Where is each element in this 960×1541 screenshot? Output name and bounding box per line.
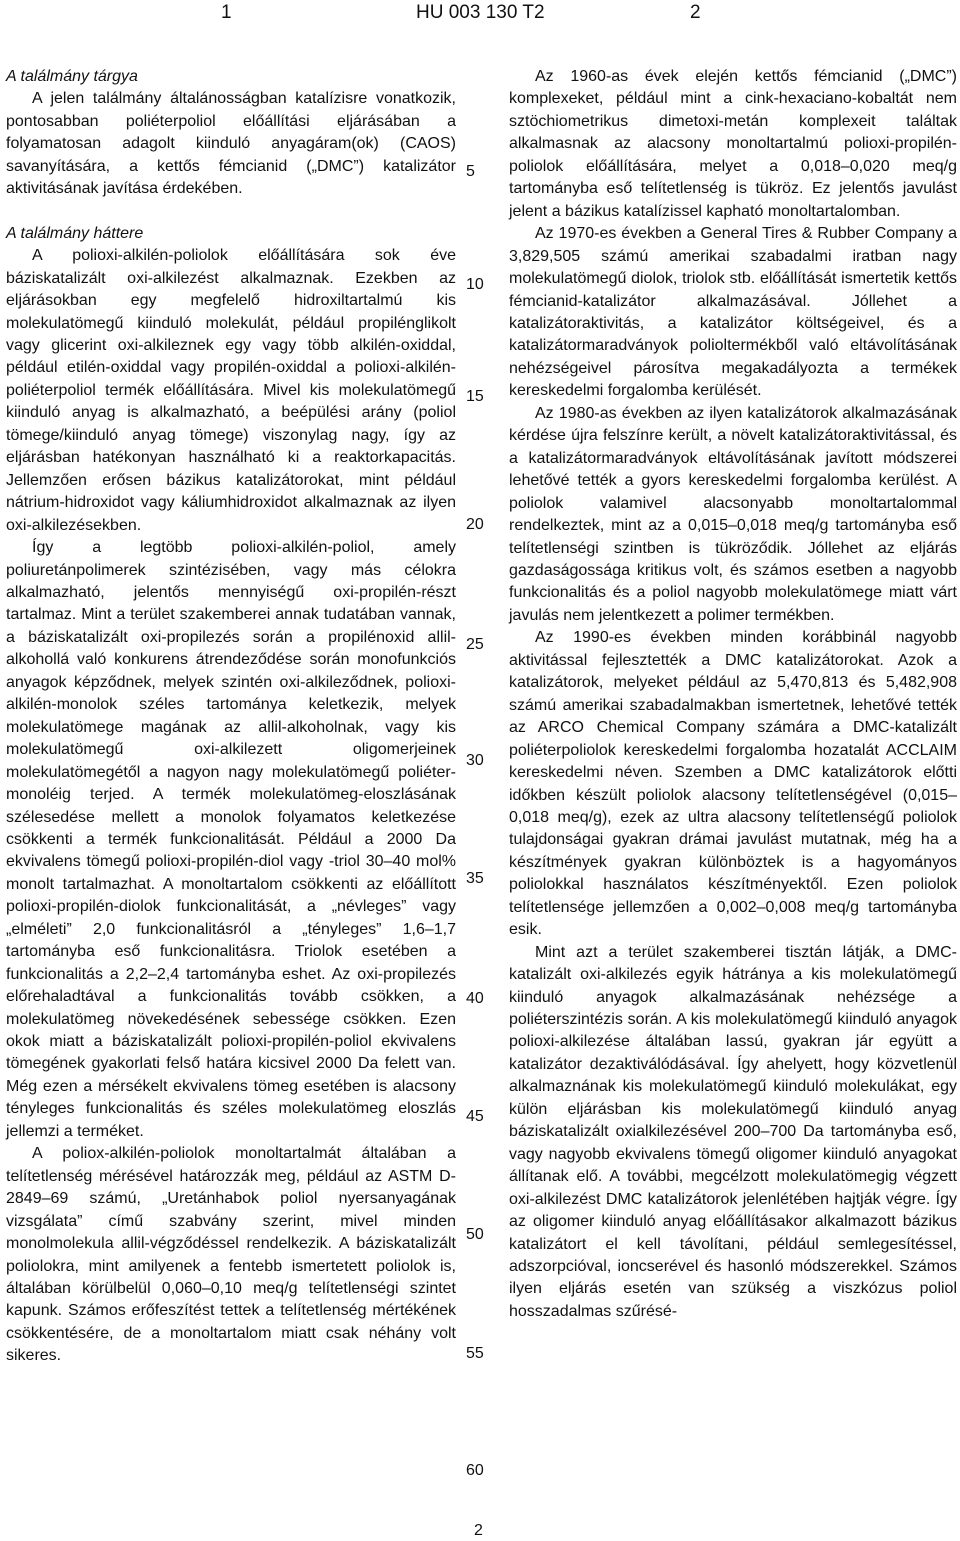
paragraph: A jelen találmány általánosságban katalízisre vonatkozik, pontosabban poliéterpoliol előállítási eljárásában a folyamatosan adagolt kiinduló anyagáram(ok) (CAOS) savanyítására, a kettős fémcianid („DMC”) katalizátor aktivitásának javítása érdekében.	[6, 90, 456, 198]
line-number: 50	[466, 1226, 484, 1243]
paragraph: A polioxi-alkilén-poliolok előállítására sok éve báziskatalizált oxi-alkilezést alkalmaznak. Ezekben az eljárásokban egy megfelelő hidroxiltartalmú kis molekulatömegű kiinduló molekulát, például propilénglikolt vagy glicerint oxi-alkileznek egy vagy több alkilén-oxiddal, például etilén-oxiddal vagy propilén-oxiddal a polioxi-alkilén-poliéterpoliol termék előállítására. Mivel kis molekulatömegű kiinduló anyag is alkalmazható, a beépülési arány (poliol tömege/kiinduló anyag tömege) viszonylag nagy, így az eljárásban hatékonyan használható ki a reaktorkapacitás. Jellemzően erősen bázikus katalizátorokat, mint például nátrium-hidroxidot vagy káliumhidroxidot alkalmaznak az ilyen oxi-alkilezésekben.	[6, 247, 456, 534]
line-number: 60	[466, 1462, 484, 1479]
paragraph: A poliox-alkilén-poliolok monoltartalmát általában a telítetlenség mérésével határozzák meg, például az ASTM D-2849–69 számú, „Uretánhabok poliol nyersanyagának vizsgálata” című szabvány szerint, mivel minden monolmolekula allil-végződéssel rendelkezik. A báziskatalizált poliolokra, mint amilyenek a fentebb ismertetett poliolok is, általában körülbelül 0,060–0,10 meq/g telítetlenségi szintet kapunk. Számos erőfeszítést tettek a telítetlenség mértékének csökkentésére, de a monoltartalom miatt csak néhány volt sikeres.	[6, 1145, 456, 1365]
paragraph: Az 1960-as évek elején kettős fémcianid („DMC”) komplexeket, például mint a cink-hexaciano-kobaltát nem sztöchiometrikus dimetoxi-metán komplexeit találtak alkalmasnak az alacsony monoltartalmú polioxi-propilén-poliolok előállítására, melyet a 0,018–0,020 meq/g tartományba eső telítetlenség is tükröz. Ez jelentős javulást jelent a bázikus katalízissel kapható monoltartalomban.	[509, 68, 957, 220]
line-number: 35	[466, 870, 484, 887]
line-number: 5	[466, 163, 475, 180]
page-header	[0, 0, 960, 40]
footer-page-number: 2	[474, 1522, 483, 1539]
right-column	[509, 66, 957, 1323]
document-id: HU 003 130 T2	[416, 2, 545, 23]
heading-background: A találmány háttere	[6, 224, 144, 242]
paragraph: Mint azt a terület szakemberei tisztán látják, a DMC-katalizált oxi-alkilezés egyik hátránya a kis molekulatömegű kiinduló anyagok alkalmazásának nehézsége a poliéterszintézis során. A kis molekulatömegű kiinduló anyagok polioxi-alkilezése általában lassú, gyakran jár együtt a katalizátor dezaktiválódásával. Így ahelyett, hogy közvetlenül alkalmaznának kis molekulatömegű kiinduló molekulákat, egy külön eljárásban kis molekulatömegű kiinduló anyag báziskatalizált oxialkilezésével 200–700 Da tartományba eső, vagy nagyobb ekvivalens tömegű oligomer kiinduló anyagokat állítanak elő. A további, megcélzott molekulatömegig végzett oxi-alkilezést DMC katalizátorok jelenlétében hajtják végre. Így az oligomer kiinduló anyag előállításakor alkalmazott bázikus katalizátort el kell távolítani, például semlegesítéssel, adszorpcióval, ioncserével és hasonló módszerekkel. Számos ilyen eljárás esetén van szükség a viszkózus poliol hosszadalmas szűrésé-	[509, 943, 957, 1320]
paragraph: Így a legtöbb polioxi-alkilén-poliol, amely poliuretánpolimerek szintézisében, vagy más célokra alkalmazható, jelentős mennyiségű oxi-propilén-részt tartalmaz. Mint a terület szakemberei annak tudatában vannak, a báziskatalizált oxi-propilezés során a propilénoxid allil-alkohollá való konkurens átrendeződése során monofunkciós anyagok képződnek, melyek szintén oxi-alkileződnek, polioxi-alkilén-monolok széles tartománya keletkezik, melyek molekulatömege magának az allil-alkoholnak, vagy kis molekulatömegű oxi-alkilezett oligomerjeinek molekulatömegétől a nagyon nagy molekulatömegű poliéter-monoléig terjed. A termék molekulatömeg-eloszlásának szélesedése mellett a monolok folyamatos keletkezése csökkenti a termék funkcionalitását. Például a 2000 Da ekvivalens tömegű polioxi-propilén-diol vagy -triol 30–40 mol% monolt tartalmazhat. A monoltartalom csökkenti az előállított polioxi-propilén-diolok funkcionalitását, a „névleges” vagy „elméleti” 2,0 funkcionalitásról a „tényleges” 1,6–1,7 tartományba eső funkcionalitásra. Triolok esetében a funkcionalitás a 2,2–2,4 tartományba eshet. Az oxi-propilezés előrehaladtával a funkcionalitás tovább csökken, a molekulatömeg növekedésének sebessége csökken. Ezen okok miatt a báziskatalizált polioxi-propilén-poliol ekvivalens tömegének gyakorlati felső határa kicsivel 2000 Da felett van. Még ezen a mérsékelt ekvivalens tömeg esetében is alacsony tényleges funkcionalitás és széles molekulatömeg eloszlás jellemzi a terméket.	[6, 539, 456, 1140]
paragraph: Az 1970-es években a General Tires & Rubber Company a 3,829,505 számú amerikai szabadalmi iratban nagy molekulatömegű diolok, triolok stb. előállítását ismertetik kettős fémcianid-katalizátor alkalmazásával. Jóllehet a katalizátoraktivitás, a katalizátor költségeivel, és a katalizátormaradványok polioltermékből való eltávolításának nehézségeivel párosítva megakadályozta a termékek kereskedelmi forgalomba kerülését.	[509, 225, 957, 400]
line-number: 10	[466, 276, 484, 293]
line-number: 30	[466, 752, 484, 769]
left-page-number: 1	[221, 2, 232, 23]
line-number: 40	[466, 990, 484, 1007]
heading-subject: A találmány tárgya	[6, 68, 138, 85]
left-column	[6, 66, 456, 1368]
line-number: 20	[466, 516, 484, 533]
line-number: 55	[466, 1345, 484, 1362]
paragraph: Az 1990-es években minden korábbinál nagyobb aktivitással fejlesztették a DMC katalizátorokat. Azok a katalizátorok, melyeket például az 5,470,813 és 5,482,908 számú amerikai szabadalmakban ismertetnek, lehetővé tették az ARCO Chemical Company számára a DMC-katalizált poliéterpoliolok kereskedelmi forgalomba hozatalát ACCLAIM kereskedelmi néven. Szemben a DMC katalizátorok előtti időkben készült poliolok alacsony telítetlenségével (0,015–0,018 meq/g), ezek az ultra alacsony telítetlenségű poliolok tulajdonságai gyakran drámai javulást mutatnak, még ha a készítmények gyakran különböztek is a hagyományos poliolokkal használatos készítményektől. Ezen poliolok telítetlensége jellemzően a 0,002–0,008 meq/g tartományba esik.	[509, 629, 957, 939]
line-number: 25	[466, 636, 484, 653]
line-number: 15	[466, 388, 484, 405]
line-number: 45	[466, 1108, 484, 1125]
right-page-number: 2	[690, 2, 701, 23]
paragraph: Az 1980-as években az ilyen katalizátorok alkalmazásának kérdése újra felszínre került, a növelt katalizátoraktivitással, és a katalizátormaradványok eltávolításának javított módszerei lehetővé tették a gyors kereskedelmi forgalomba kerülést. A poliolok valamivel alacsonyabb monoltartalommal rendelkeztek, mint az a 0,015–0,018 meq/g tartományba eső telítetlenségi szintben is tükröződik. Jóllehet az eljárás gazdaságossága kritikus volt, és számos esetben a nagyobb funkcionalitás és a poliol nagyobb molekulatömege miatt várt javulás nem jelentkezett a polimer termékben.	[509, 404, 957, 624]
